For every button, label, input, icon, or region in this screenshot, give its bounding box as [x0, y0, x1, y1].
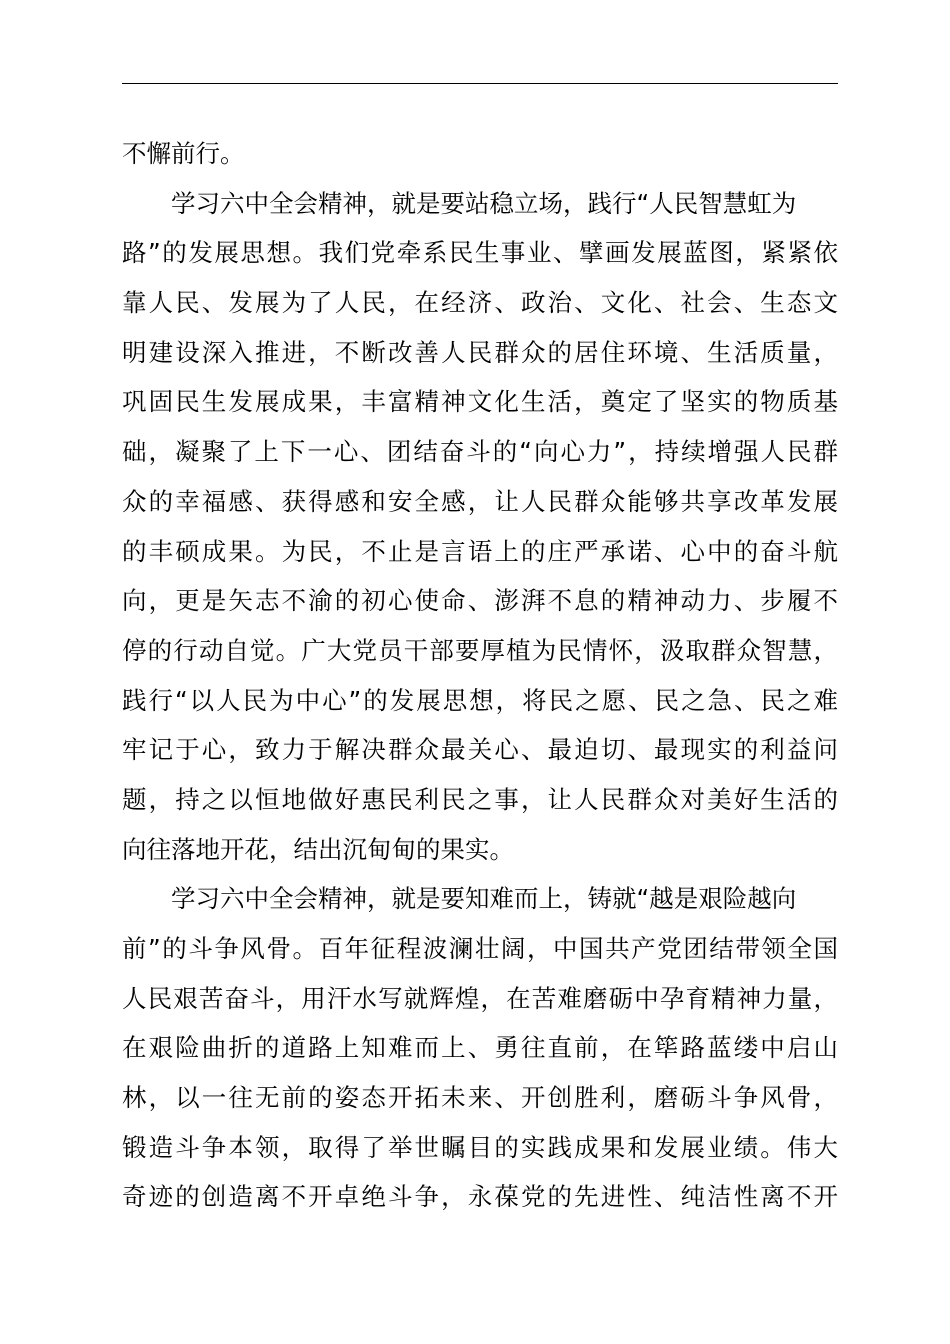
text-line: 题，持之以恒地做好惠民利民之事，让人民群众对美好生活的 — [122, 784, 838, 814]
text-line: 牢记于心，致力于解决群众最关心、最迫切、最现实的利益问 — [122, 735, 838, 765]
text-line: 明建设深入推进，不断改善人民群众的居住环境、生活质量， — [122, 337, 838, 367]
text-line: 路”的发展思想。我们党牵系民生事业、擘画发展蓝图，紧紧依 — [122, 238, 838, 268]
text-line: 巩固民生发展成果，丰富精神文化生活，奠定了坚实的物质基 — [122, 387, 838, 417]
text-line: 林，以一往无前的姿态开拓未来、开创胜利，磨砺斗争风骨， — [122, 1083, 838, 1113]
text-line: 践行“以人民为中心”的发展思想，将民之愿、民之急、民之难 — [122, 685, 838, 715]
paragraph-first-line: 学习六中全会精神，就是要知难而上，铸就“越是艰险越向 — [171, 884, 797, 914]
text-line: 人民艰苦奋斗，用汗水写就辉煌，在苦难磨砺中孕育精神力量， — [122, 983, 838, 1013]
text-line: 靠人民、发展为了人民，在经济、政治、文化、社会、生态文 — [122, 288, 838, 318]
text-line: 众的幸福感、获得感和安全感，让人民群众能够共享改革发展 — [122, 486, 838, 516]
text-line: 停的行动自觉。广大党员干部要厚植为民情怀，汲取群众智慧， — [122, 635, 838, 665]
text-line: 锻造斗争本领，取得了举世瞩目的实践成果和发展业绩。伟大 — [122, 1132, 838, 1162]
text-line: 础，凝聚了上下一心、团结奋斗的“向心力”，持续增强人民群 — [122, 437, 838, 467]
text-line: 向往落地开花，结出沉甸甸的果实。 — [122, 834, 514, 864]
paragraph-first-line: 学习六中全会精神，就是要站稳立场，践行“人民智慧虹为 — [171, 188, 797, 218]
header-rule — [122, 83, 838, 84]
body-text — [122, 129, 838, 1222]
text-line: 在艰险曲折的道路上知难而上、勇往直前，在筚路蓝缕中启山 — [122, 1033, 838, 1063]
text-line: 的丰硕成果。为民，不止是言语上的庄严承诺、心中的奋斗航 — [122, 536, 838, 566]
text-line: 前”的斗争风骨。百年征程波澜壮阔，中国共产党团结带领全国 — [122, 934, 838, 963]
text-line: 不懈前行。 — [122, 139, 245, 168]
text-line: 向，更是矢志不渝的初心使命、澎湃不息的精神动力、步履不 — [122, 586, 838, 616]
text-line: 奇迹的创造离不开卓绝斗争，永葆党的先进性、纯洁性离不开 — [122, 1182, 838, 1212]
